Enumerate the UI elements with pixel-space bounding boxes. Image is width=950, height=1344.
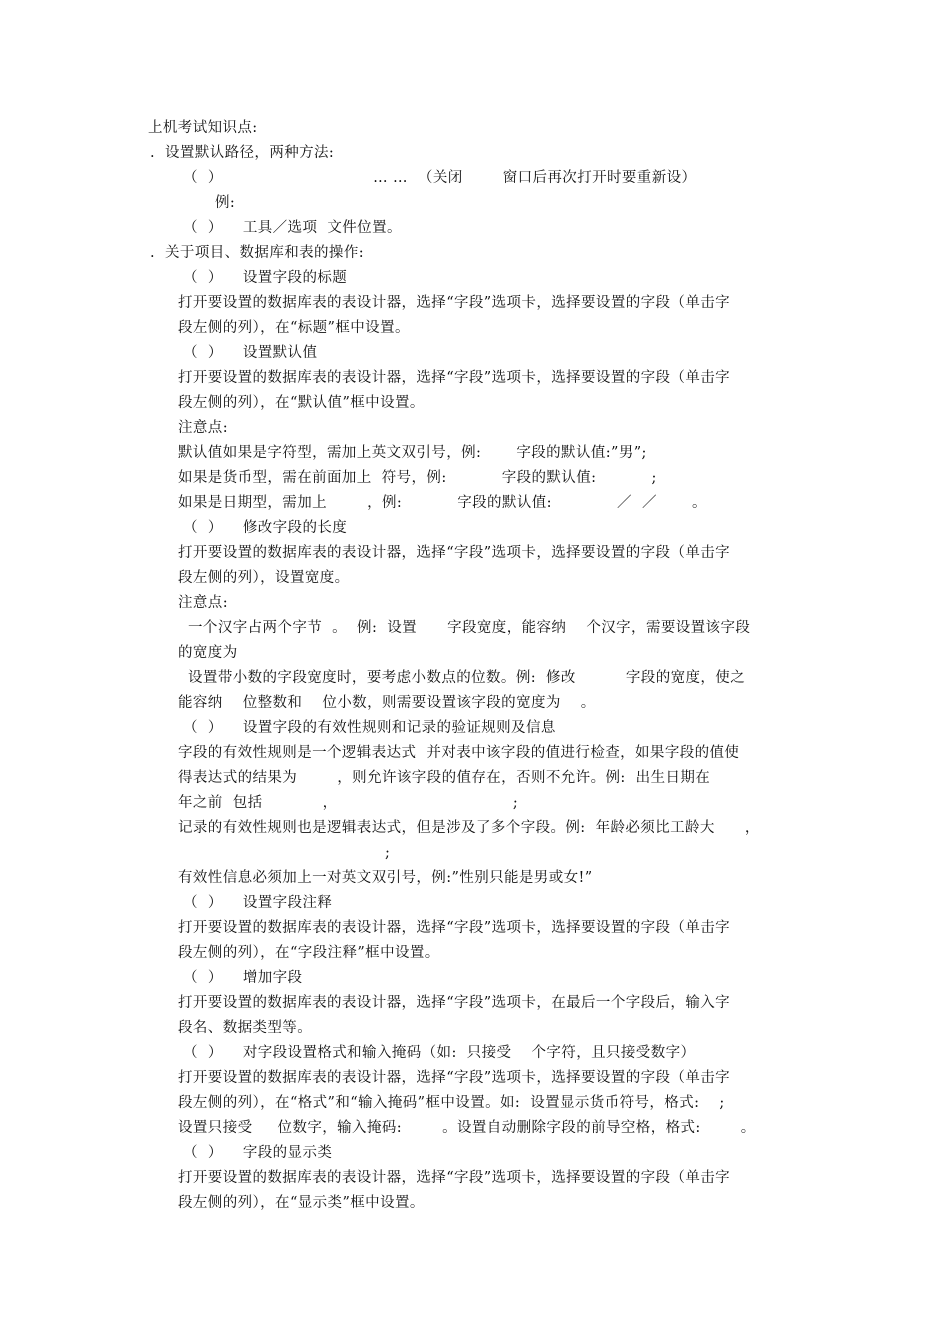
subheading-display-class: （ ） 字段的显示类	[183, 1145, 333, 1161]
subheading-field-comment: （ ） 设置字段注释	[183, 895, 333, 911]
subheading-default-value: （ ） 设置默认值	[183, 345, 318, 361]
example-label: 例:	[215, 195, 236, 211]
note-line: 如果是货币型，需在前面加上 符号，例: 字段的默认值: ;	[178, 470, 657, 486]
paragraph-line: 打开要设置的数据库表的表设计器，选择“字段”选项卡，选择要设置的字段（单击字	[178, 295, 731, 311]
note-line: 默认值如果是字符型，需加上英文双引号，例: 字段的默认值:”男”;	[178, 445, 647, 461]
note-label: 注意点:	[178, 595, 228, 611]
paragraph-line: 段左侧的列），在“字段注释”框中设置。	[178, 945, 440, 961]
paragraph-line: 有效性信息必须加上一对英文双引号，例:”性别只能是男或女!”	[178, 870, 593, 886]
note-line: 设置带小数的字段宽度时，要考虑小数点的位数。例: 修改 字段的宽度，使之	[178, 670, 746, 686]
paragraph-line: 记录的有效性规则也是逻辑表达式，但是涉及了多个字段。例: 年龄必须比工龄大 ，	[178, 820, 760, 836]
item-2-project-db-table: . 关于项目、数据库和表的操作:	[150, 245, 365, 261]
paragraph-line: 得表达式的结果为 ，则允许该字段的值存在，否则不允许。例: 出生日期在	[178, 770, 711, 786]
paragraph-line: 打开要设置的数据库表的表设计器，选择“字段”选项卡，选择要设置的字段（单击字	[178, 545, 731, 561]
paragraph-line: ;	[385, 845, 391, 861]
paragraph-line: 年之前 包括 ， ;	[178, 795, 519, 811]
subheading-field-title: （ ） 设置字段的标题	[183, 270, 348, 286]
paragraph-line: 设置只接受 位数字，输入掩码: 。设置自动删除字段的前导空格，格式: 。	[178, 1120, 756, 1136]
paragraph-line: 段左侧的列），设置宽度。	[178, 570, 350, 586]
paragraph-line: 段左侧的列），在“格式”和“输入掩码”框中设置。如: 设置显示货币符号，格式: ;	[178, 1095, 725, 1111]
paragraph-line: 打开要设置的数据库表的表设计器，选择“字段”选项卡，选择要设置的字段（单击字	[178, 370, 731, 386]
method-1-line: （ ） … … （关闭 窗口后再次打开时要重新设）	[183, 170, 697, 186]
paragraph-line: 段左侧的列），在“默认值”框中设置。	[178, 395, 425, 411]
paragraph-line: 段名、数据类型等。	[178, 1020, 313, 1036]
note-line: 的宽度为	[178, 645, 238, 661]
heading-exam-points: 上机考试知识点:	[148, 120, 258, 136]
note-line: 如果是日期型，需加上 ，例: 字段的默认值: ／ ／ 。	[178, 495, 707, 511]
note-line: 一个汉字占两个字节 。 例: 设置 字段宽度，能容纳 个汉字，需要设置该字段	[178, 620, 751, 636]
note-label: 注意点:	[178, 420, 228, 436]
method-2-line: （ ） 工具／选项 文件位置。	[183, 220, 402, 236]
paragraph-line: 段左侧的列），在“显示类”框中设置。	[178, 1195, 425, 1211]
subheading-add-field: （ ） 增加字段	[183, 970, 303, 986]
paragraph-line: 打开要设置的数据库表的表设计器，选择“字段”选项卡，选择要设置的字段（单击字	[178, 920, 731, 936]
paragraph-line: 打开要设置的数据库表的表设计器，选择“字段”选项卡，选择要设置的字段（单击字	[178, 1070, 731, 1086]
paragraph-line: 段左侧的列），在“标题”框中设置。	[178, 320, 410, 336]
subheading-field-length: （ ） 修改字段的长度	[183, 520, 348, 536]
paragraph-line: 字段的有效性规则是一个逻辑表达式 并对表中该字段的值进行检查，如果字段的值使	[178, 745, 740, 761]
paragraph-line: 打开要设置的数据库表的表设计器，选择“字段”选项卡，选择要设置的字段（单击字	[178, 1170, 731, 1186]
paragraph-line: 打开要设置的数据库表的表设计器，选择“字段”选项卡，在最后一个字段后，输入字	[178, 995, 731, 1011]
subheading-validation-rules: （ ） 设置字段的有效性规则和记录的验证规则及信息	[183, 720, 556, 736]
subheading-format-input-mask: （ ） 对字段设置格式和输入掩码（如: 只接受 个字符，且只接受数字）	[183, 1045, 696, 1061]
note-line: 能容纳 位整数和 位小数，则需要设置该字段的宽度为 。	[178, 695, 596, 711]
item-1-default-path: . 设置默认路径，两种方法:	[150, 145, 335, 161]
